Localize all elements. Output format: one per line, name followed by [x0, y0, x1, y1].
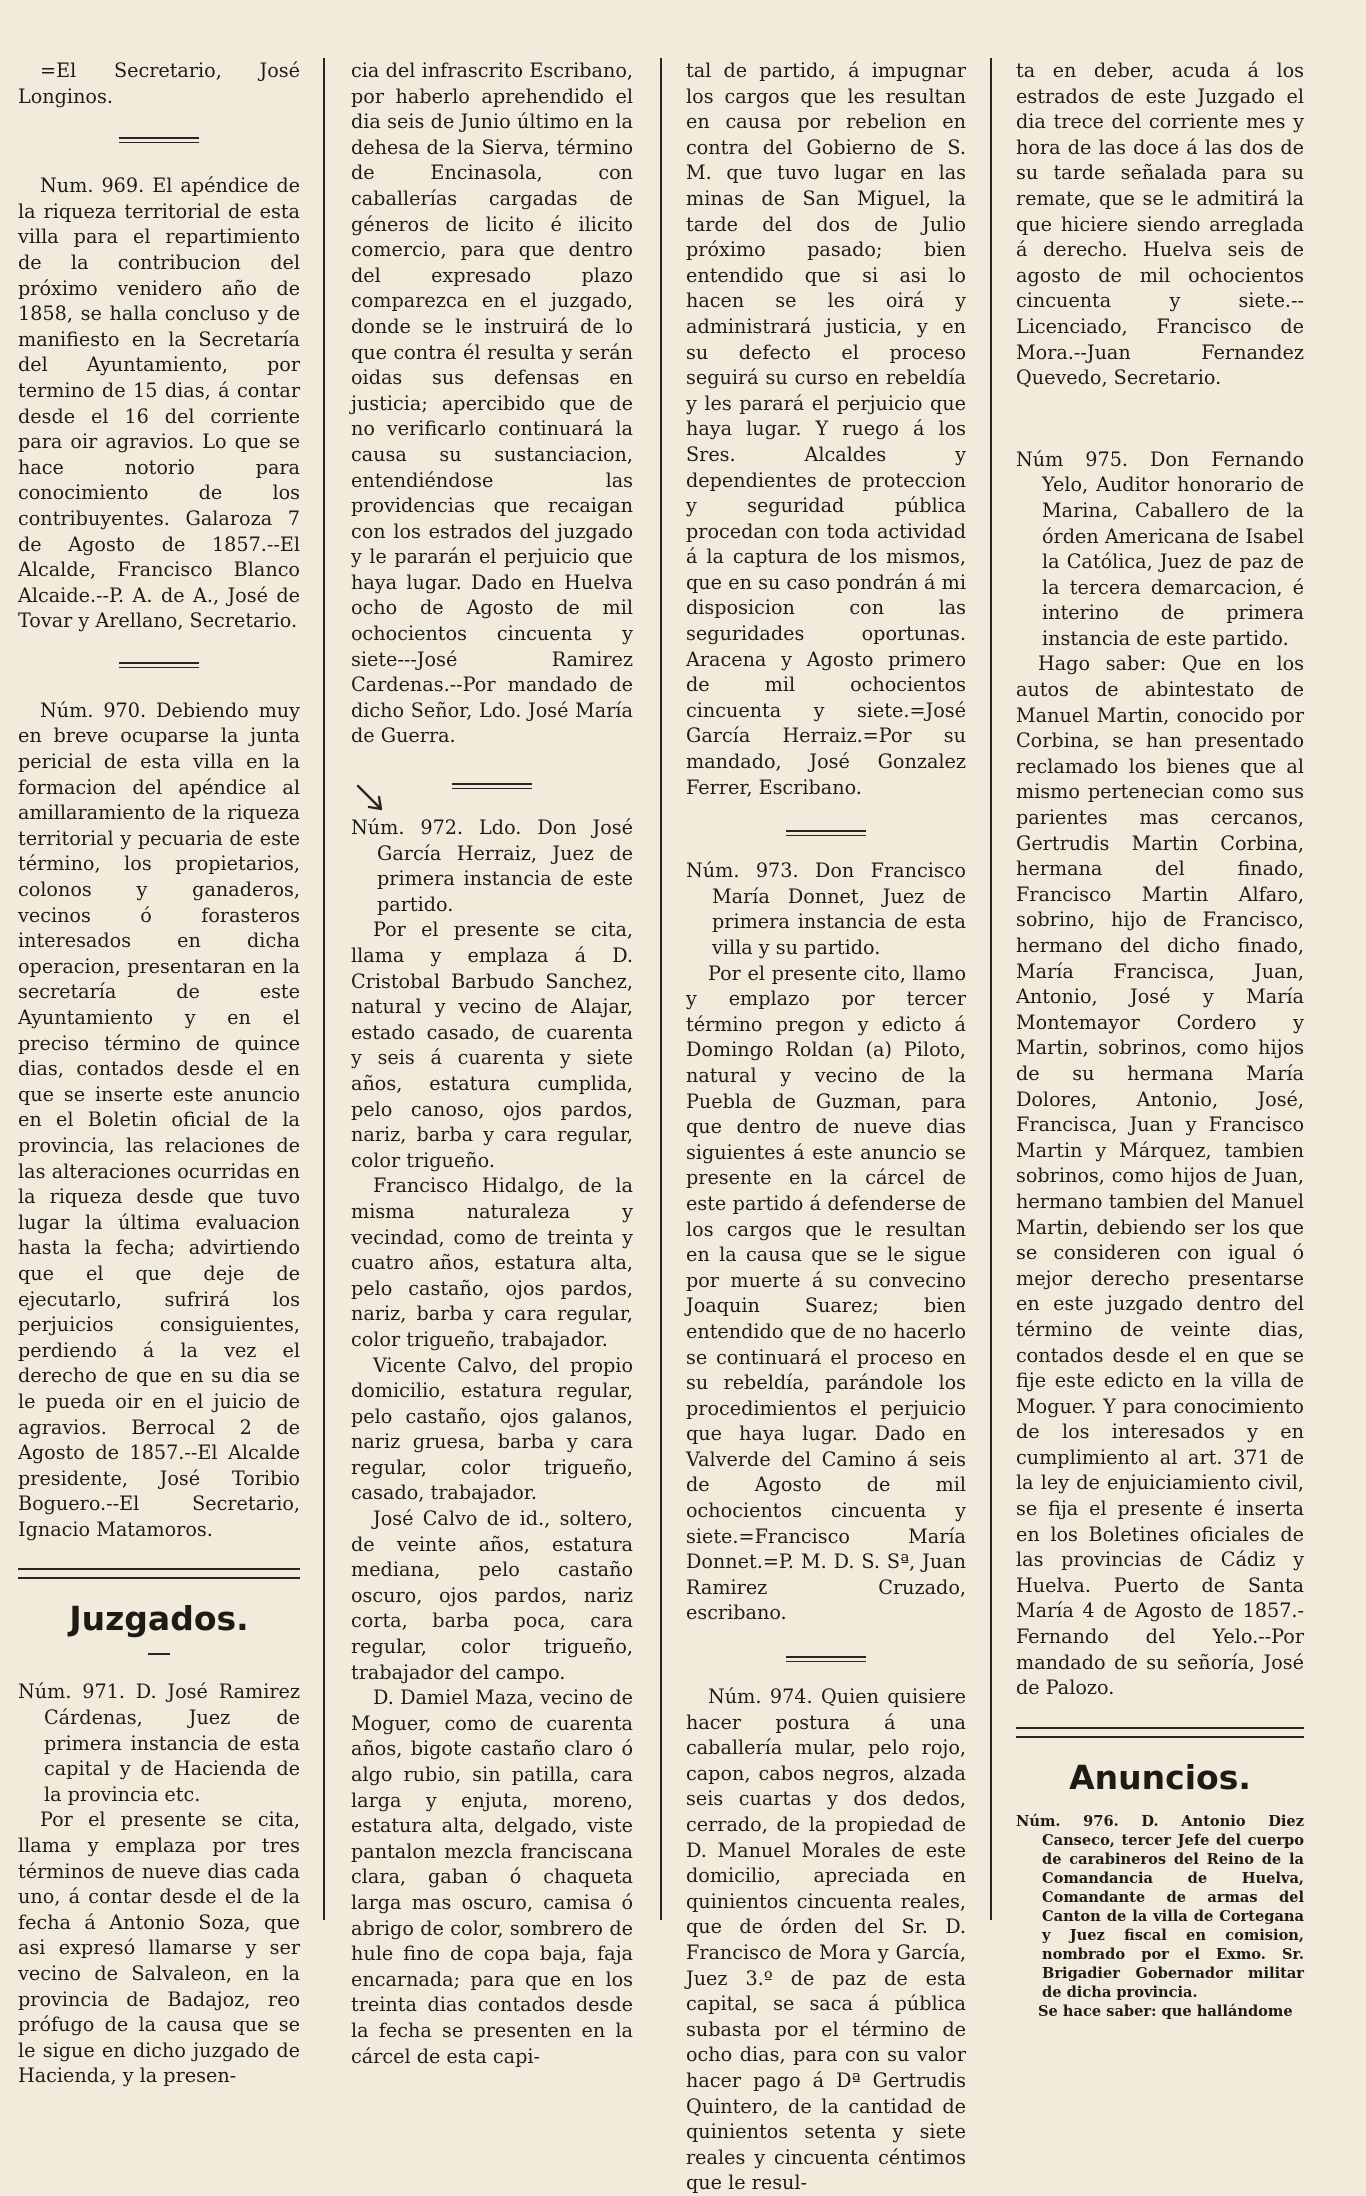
column-1 [18, 58, 300, 2088]
announcement-974: Núm. 974. Quien quisiere hacer postura á una caballería mular, pelo rojo, capon, cabos negros, alzada seis cuartas y dos dedos, cerrado, de la propiedad de D. Manuel Morales de este domicilio, apreciada en quinientos cincuenta reales, que de órden del Sr. D. Francisco de Mora y García, Juez 3.º de paz de esta capital, se saca á pública subasta por el término de ocho dias, para con su valor hacer pago á Dª Gertrudis Quintero, de la cantidad de quinientos setenta y siete reales y cincuenta céntimos que le resul- [686, 1685, 966, 2195]
announcement-972-p4: José Calvo de id., soltero, de veinte años, estatura mediana, pelo castaño oscuro, ojos pardos, nariz corta, barba poca, cara regular, color trigueño, trabajador del campo. [351, 1507, 633, 1684]
title-dash [148, 1653, 170, 1655]
announcement-975-body: Hago saber: Que en los autos de abintestato de Manuel Martin, conocido por Corbina, se han presentado reclamado los bienes que al mismo pertenecian como sus parientes mas cercanos, Gertrudis Martin Corbina, hermana del finado, Francisco Martin Alfaro, sobrino, hijo de Francisco, hermano del dicho finado, María Francisca, Juan, Antonio, José y María Montemayor Cordero y Martin, sobrinos, como hijos de su hermana María Dolores, Antonio, José, Francisca, Juan y Francisco Martin y Márquez, tambien sobrinos, como hijos de Juan, hermano tambien del Manuel Martin, debiendo ser los que se consideren con igual ó mejor derecho presentarse en este juzgado dentro del término de veinte dias, contados desde el en que se fije este edicto en la villa de Moguer. Y para conocimiento de los interesados y en cumplimiento al art. 371 de la ley de enjuiciamiento civil, se fija el presente é inserta en los Boletines oficiales de las provincias de Cádiz y Huelva. Puerto de Santa María 4 de Agosto de 1857.-Fernando del Yelo.--Por mandado de su señoría, José de Palozo. [1016, 652, 1304, 1700]
column-3 [686, 58, 966, 2195]
announcement-970: Núm. 970. Debiendo muy en breve ocuparse la junta pericial de esta villa en la formacion del apéndice al amillaramiento de la riqueza territorial y pecuaria de este término, los propietarios, colonos y ganaderos, vecinos ó forasteros interesados en dicha operacion, presentaran en la secretaría de este Ayuntamiento y en el preciso término de quince dias, contados desde el en que se inserte este anuncio en el Boletin oficial de la provincia, las relaciones de las alteraciones ocurridas en la riqueza desde que tuvo lugar la última evaluacion hasta la fecha; advirtiendo que el que deje de ejecutarlo, sufrirá los perjuicios consiguientes, perdiendo á la vez el derecho de que en su dia se le pueda oir en el juicio de agravios. Berrocal 2 de Agosto de 1857.--El Alcalde presidente, José Toribio Boguero.--El Secretario, Ignacio Matamoros. [18, 698, 300, 1541]
column-divider [990, 58, 992, 1920]
separator-ornament [119, 662, 199, 668]
announcement-973-header: Núm. 973. Don Francisco María Donnet, Juez de primera instancia de esta villa y su partido. [686, 859, 966, 959]
section-double-rule [18, 1568, 300, 1579]
announcement-972-header: Núm. 972. Ldo. Don José García Herraiz, Juez de primera instancia de este partido. [351, 816, 633, 916]
announcement-973-body: Por el presente cito, llamo y emplazo por tercer término pregon y edicto á Domingo Roldan (a) Piloto, natural y vecino de la Puebla de Guzman, para que dentro de nueve dias siguientes á este anuncio se presente en la cárcel de este partido á defenderse de los cargos que le resultan en la causa que se le sigue por muerte á su convecino Joaquin Suarez; bien entendido que de no hacerlo se continuará el proceso en su rebeldía, parándole los procedimientos el perjuicio que haya lugar. Dado en Valverde del Camino á seis de Agosto de mil ochocientos cincuenta y siete.=Francisco María Donnet.=P. M. D. S. Sª, Juan Ramirez Cruzado, escribano. [686, 961, 966, 1625]
announcement-976-header: Núm. 976. D. Antonio Diez Canseco, tercer Jefe del cuerpo de carabineros del Reino de la Comandancia de Huelva, Comandante de armas del Canton de la villa de Cortegana y Juez fiscal en comision, nombrado por el Exmo. Sr. Brigadier Gobernador militar de dicha provincia. [1016, 1812, 1304, 2001]
announcement-971-continuation: cia del infrascrito Escribano, por haberlo aprehendido el dia seis de Junio último en la dehesa de la Sierva, término de Encinasola, con caballerías cargadas de géneros de licito é ilicito comercio, para que dentro del expresado plazo comparezca en el juzgado, donde se le instruirá de lo que contra él resulta y serán oidas sus defensas en justicia; apercibido que de no verificarlo continuará la causa su sustanciacion, entendiéndose las providencias que recaigan con los estrados del juzgado y le pararán el perjuicio que haya lugar. Dado en Huelva ocho de Agosto de mil ochocientos cincuenta y siete---José Ramirez Cardenas.--Por mandado de dicho Señor, Ldo. José María de Guerra. [351, 59, 633, 748]
column-divider [323, 58, 325, 1920]
section-double-rule [1016, 1727, 1304, 1738]
separator-ornament [452, 783, 532, 789]
section-title-juzgados: Juzgados. [69, 1599, 249, 1639]
announcement-974-continuation: ta en deber, acuda á los estrados de este Juzgado el dia trece del corriente mes y hora de las doce á las dos de su tarde señalada para su remate, que se le admitirá la que hiciere siendo arreglada á derecho. Huelva seis de agosto de mil ochocientos cincuenta y siete.--Licenciado, Francisco de Mora.--Juan Fernandez Quevedo, Secretario. [1016, 59, 1304, 390]
section-title-anuncios: Anuncios. [1069, 1757, 1251, 1797]
announcement-972-p2: Francisco Hidalgo, de la misma naturaleza y vecindad, como de treinta y cuatro años, estatura alta, pelo castaño, ojos pardos, nariz, barba y cara regular, color trigueño, trabajador. [351, 1174, 633, 1351]
announcement-976-body: Se hace saber: que hallándome [1038, 2002, 1293, 2020]
announcement-972-continuation: tal de partido, á impugnar los cargos que les resultan en causa por rebelion en contra del Gobierno de S. M. que tuvo lugar en las minas de San Miguel, la tarde del dos de Julio próximo pasado; bien entendido que si asi lo hacen se les oirá y administrará justicia, y en su defecto el proceso seguirá su curso en rebeldía y les parará el perjuicio que haya lugar. Y ruego á los Sres. Alcaldes y dependientes de proteccion y seguridad pública procedan con toda actividad á la captura de los mismos, que en su caso pondrán á mi disposicion con las seguridades oportunas. Aracena y Agosto primero de mil ochocientos cincuenta y siete.=José García Herraiz.=Por su mandado, José Gonzalez Ferrer, Escribano. [686, 59, 966, 799]
separator-ornament [786, 1656, 866, 1662]
announcement-972-p3: Vicente Calvo, del propio domicilio, estatura regular, pelo castaño, ojos galanos, nariz gruesa, barba y cara regular, color trigueño, casado, trabajador. [351, 1353, 633, 1505]
separator-ornament [786, 830, 866, 836]
handwritten-arrow-icon [355, 783, 389, 817]
announcement-972-p5: D. Damiel Maza, vecino de Moguer, como de cuarenta años, bigote castaño claro ó algo rubio, sin patilla, cara larga y enjuta, moreno, estatura alta, delgado, viste pantalon mezcla franciscana clara, gaban ó chaqueta larga mas oscuro, camisa ó abrigo de color, sombrero de hule fino de copa baja, faja encarnada; para que en los treinta dias contados desde la fecha se presenten en la cárcel de esta capi- [351, 1686, 633, 2068]
column-2 [351, 58, 633, 2068]
announcement-ending: =El Secretario, José Longinos. [18, 59, 300, 108]
announcement-975-header: Núm 975. Don Fernando Yelo, Auditor honorario de Marina, Caballero de la órden Americana de Isabel la Católica, Juez de paz de la tercera demarcacion, é interino de primera instancia de este partido. [1016, 447, 1304, 650]
column-divider [660, 58, 662, 1920]
announcement-969: Num. 969. El apéndice de la riqueza territorial de esta villa para el repartimiento de la contribucion del próximo venidero año de 1858, se halla concluso y de manifiesto en la Secretaría del Ayuntamiento, por termino de 15 dias, á contar desde el 16 del corriente para oir agravios. Lo que se hace notorio para conocimiento de los contribuyentes. Galaroza 7 de Agosto de 1857.--El Alcalde, Francisco Blanco Alcaide.--P. A. de A., José de Tovar y Arellano, Secretario. [18, 174, 300, 633]
announcement-971-header: Núm. 971. D. José Ramirez Cárdenas, Juez de primera instancia de esta capital y de Hacienda de la provincia etc. [18, 1680, 300, 1806]
announcement-971-body: Por el presente se cita, llama y emplaza por tres términos de nueve dias cada uno, á contar desde el de la fecha á Antonio Soza, que asi expresó llamarse y ser vecino de Salvaleon, en la provincia de Badajoz, reo prófugo de la causa que se le sigue en dicho juzgado de Hacienda, y la presen- [18, 1808, 300, 2088]
column-4 [1016, 58, 1304, 2020]
separator-ornament [119, 137, 199, 143]
announcement-972-p1: Por el presente se cita, llama y emplaza á D. Cristobal Barbudo Sanchez, natural y vecino de Alajar, estado casado, de cuarenta y seis á cuarenta y siete años, estatura cumplida, pelo canoso, ojos pardos, nariz, barba y cara regular, color trigueño. [351, 918, 633, 1172]
